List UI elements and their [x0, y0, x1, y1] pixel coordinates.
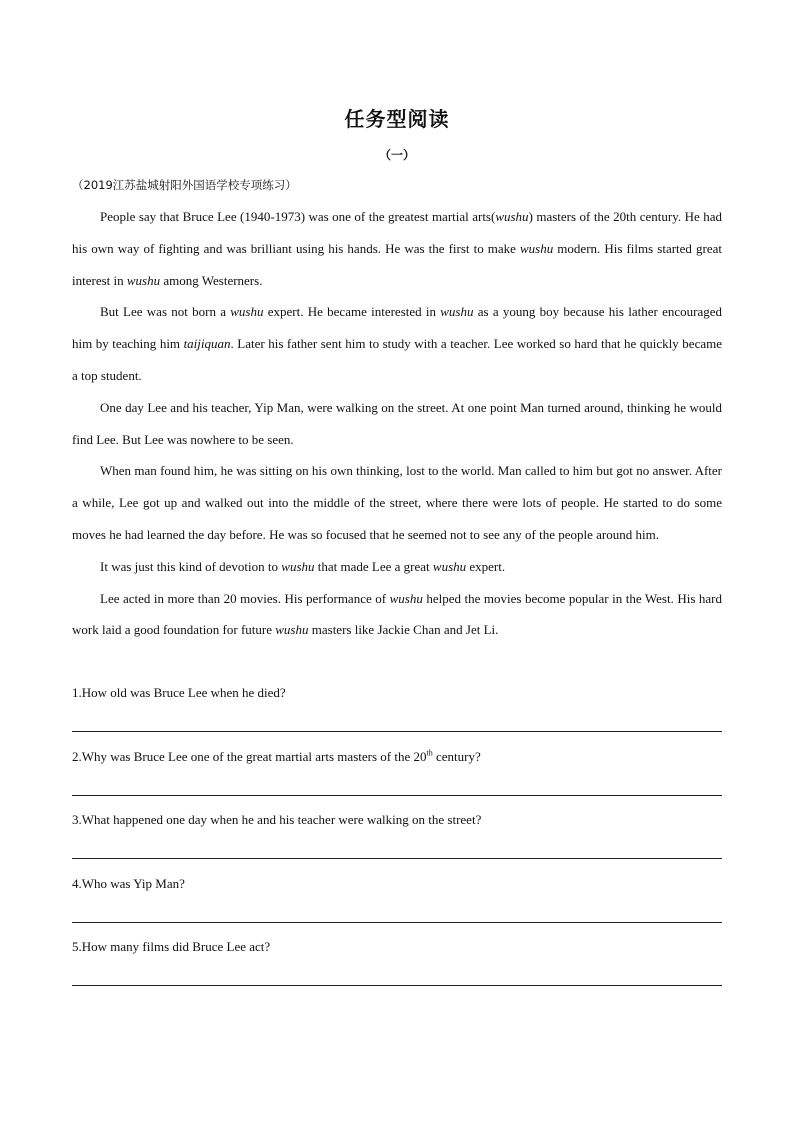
question-text: 5.How many films did Bruce Lee act? [72, 939, 271, 955]
paragraph-6: Lee acted in more than 20 movies. His performance of wushu helped the movies become popular in the West. His hard work laid a good foundation for future wushu masters like Jackie Chan and Jet Li. [72, 590, 722, 638]
answer-line[interactable] [72, 922, 722, 923]
page-title: 任务型阅读 [344, 107, 450, 131]
paragraph-5: It was just this kind of devotion to wushu that made Lee a great wushu expert. [100, 558, 506, 574]
reading-passage [72, 201, 722, 646]
paragraph-4: When man found him, he was sitting on his own thinking, lost to the world. Man called to him but got no answer. After a while, Lee got up and walked out into the middle of the street, where there were lots of people. He started to do some moves he had learned the day before. He was so focused that he seemed not to see any of the people around him. [72, 463, 722, 542]
answer-line[interactable] [72, 858, 722, 859]
section-number: （一） [378, 148, 415, 162]
question-item [72, 807, 722, 871]
paragraph-1: People say that Bruce Lee (1940-1973) was one of the greatest martial arts(wushu) masters of the 20th century. He had his own way of fighting and was brilliant using his hands. He was the first to make wushu modern. His films started great interest in wushu among Westerners. [72, 209, 722, 288]
question-item [72, 871, 722, 935]
answer-line[interactable] [72, 795, 722, 796]
question-item [72, 934, 722, 998]
question-text: 1.How old was Bruce Lee when he died? [72, 685, 286, 700]
question-text: 3.What happened one day when he and his teacher were walking on the street? [72, 812, 482, 828]
answer-line[interactable] [72, 731, 722, 732]
question-text: 4.Who was Yip Man? [72, 875, 185, 891]
question-text: 2.Why was Bruce Lee one of the great martial arts masters of the 20th century? [72, 748, 481, 764]
source-note: （2019江苏盐城射阳外国语学校专项练习） [72, 178, 297, 192]
question-list [72, 680, 722, 998]
question-item [72, 680, 722, 744]
paragraph-3: One day Lee and his teacher, Yip Man, were walking on the street. At one point Man turned around, thinking he would find Lee. But Lee was nowhere to be seen. [72, 399, 722, 447]
question-item [72, 744, 722, 808]
answer-line[interactable] [72, 985, 722, 986]
paragraph-2: But Lee was not born a wushu expert. He became interested in wushu as a young boy because his lather encouraged him by teaching him taijiquan. Later his father sent him to study with a teacher. Lee worked so hard that he quickly became a top student. [72, 304, 722, 383]
